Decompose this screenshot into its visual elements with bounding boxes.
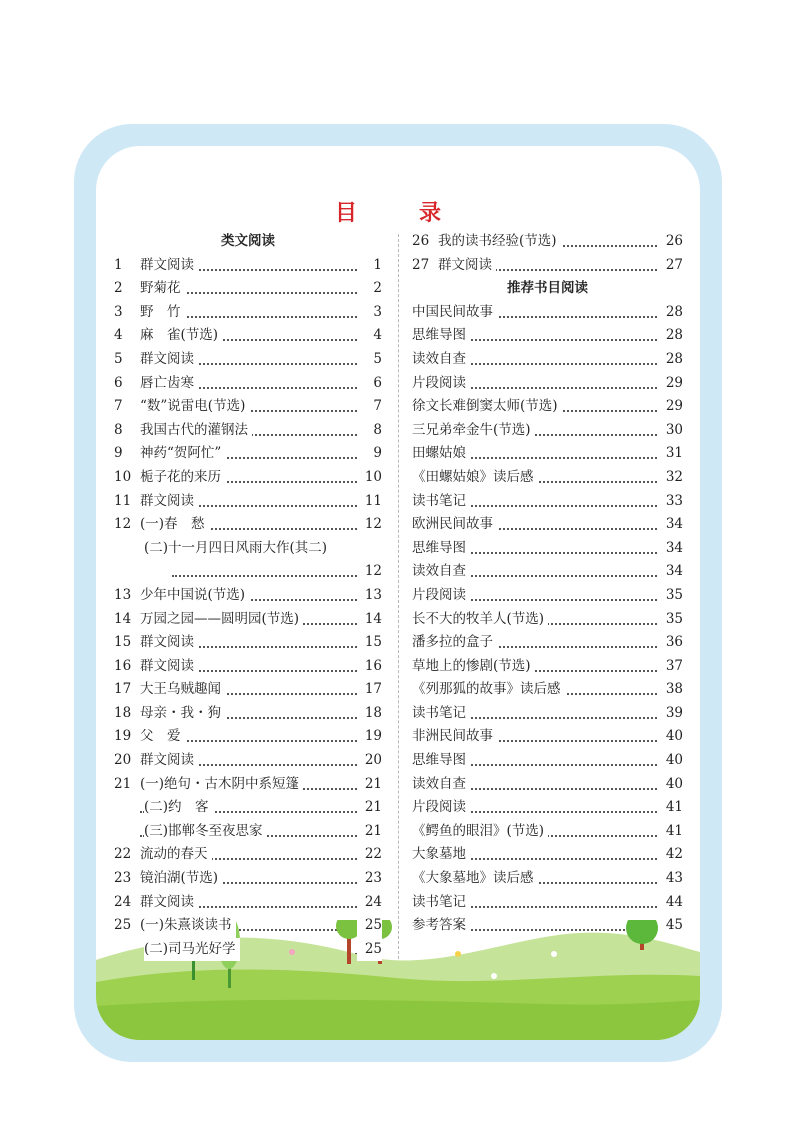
page-number: 39 — [658, 702, 683, 726]
page-number: 8 — [357, 419, 382, 443]
entry-title: 思维导图 — [412, 537, 470, 561]
entry-number: 7 — [114, 398, 123, 415]
entry-title: 《大象墓地》读后感 — [412, 867, 538, 891]
page-number: 28 — [658, 324, 683, 348]
page-number: 23 — [357, 867, 382, 891]
entry-title: 群文阅读 — [438, 254, 496, 278]
entry-title: 群文阅读 — [140, 655, 198, 679]
entry-title: 片段阅读 — [412, 796, 470, 820]
entry-title: 流动的春天 — [140, 843, 212, 867]
entry-number: 6 — [114, 374, 123, 391]
entry-title: 唇亡齿寒 — [140, 372, 198, 396]
page-number: 17 — [357, 678, 382, 702]
entry-number: 17 — [114, 681, 132, 698]
page-number: 37 — [658, 655, 683, 679]
entry-title: 万园之园——圆明园(节选) — [140, 608, 303, 632]
entry-title: 群文阅读 — [140, 631, 198, 655]
toc-entry — [114, 843, 382, 867]
dot-leader — [172, 575, 360, 577]
page-number: 29 — [658, 372, 683, 396]
toc-entry — [114, 608, 382, 632]
page-number: 21 — [357, 796, 382, 820]
page-number: 34 — [658, 537, 683, 561]
toc-entry — [412, 678, 683, 702]
section-heading: 推荐书目阅读 — [507, 280, 588, 297]
page-number: 25 — [357, 938, 382, 962]
entry-number: 19 — [114, 728, 132, 745]
entry-title: 麻 雀(节选) — [140, 324, 222, 348]
page-number: 34 — [658, 560, 683, 584]
page-number: 28 — [658, 301, 683, 325]
toc-entry — [412, 702, 683, 726]
entry-title: 群文阅读 — [140, 749, 198, 773]
entry-number: 9 — [114, 445, 123, 462]
entry-title: 中国民间故事 — [412, 301, 497, 325]
entry-title: 母亲・我・狗 — [140, 702, 225, 726]
page-number: 24 — [357, 891, 382, 915]
entry-number: 22 — [114, 846, 132, 863]
toc-entry — [114, 277, 382, 301]
entry-title: 读效自查 — [412, 560, 470, 584]
toc-entry — [114, 254, 382, 278]
page-number: 28 — [658, 348, 683, 372]
page-number: 45 — [658, 914, 683, 938]
toc-entry — [412, 301, 683, 325]
toc-entry — [114, 631, 382, 655]
toc-entry — [412, 372, 683, 396]
toc-entry — [412, 655, 683, 679]
page-number: 5 — [357, 348, 382, 372]
toc-entry — [114, 796, 382, 820]
page-number: 12 — [357, 513, 382, 537]
page-number: 20 — [357, 749, 382, 773]
toc-entry — [412, 395, 683, 419]
toc-entry — [412, 796, 683, 820]
toc-entry — [114, 678, 382, 702]
entry-number: 15 — [114, 634, 132, 651]
page-number: 19 — [357, 725, 382, 749]
page-number: 41 — [658, 796, 683, 820]
toc-entry — [114, 301, 382, 325]
entry-title: 大王乌贼趣闻 — [140, 678, 225, 702]
toc-entry — [114, 584, 382, 608]
page-number: 13 — [357, 584, 382, 608]
page-number: 44 — [658, 891, 683, 915]
page-number: 10 — [357, 466, 382, 490]
entry-title: 群文阅读 — [140, 891, 198, 915]
entry-title: 草地上的惨剧(节选) — [412, 655, 535, 679]
toc-entry — [412, 725, 683, 749]
entry-title: 欧洲民间故事 — [412, 513, 497, 537]
flower-icon — [551, 951, 557, 957]
toc-entry — [114, 725, 382, 749]
entry-title: 我国古代的灌钢法 — [140, 419, 252, 443]
page-number: 21 — [357, 773, 382, 797]
entry-title: 野 竹 — [140, 301, 185, 325]
toc-entry — [412, 513, 683, 537]
toc-right-column — [412, 230, 683, 938]
entry-title: 读效自查 — [412, 773, 470, 797]
entry-title: 读书笔记 — [412, 702, 470, 726]
entry-number: 3 — [114, 303, 123, 320]
entry-number: 14 — [114, 610, 132, 627]
entry-title: 群文阅读 — [140, 348, 198, 372]
toc-entry — [114, 749, 382, 773]
toc-entry — [412, 537, 683, 561]
entry-number: 13 — [114, 586, 132, 603]
flower-icon — [491, 973, 497, 979]
page-number: 12 — [357, 560, 382, 584]
entry-title: 群文阅读 — [140, 254, 198, 278]
entry-number: 18 — [114, 704, 132, 721]
toc-entry — [412, 843, 683, 867]
entry-title: 思维导图 — [412, 749, 470, 773]
toc-entry — [412, 631, 683, 655]
page-number: 29 — [658, 395, 683, 419]
page-number: 11 — [357, 490, 382, 514]
page-number: 38 — [658, 678, 683, 702]
section-heading: 类文阅读 — [221, 233, 275, 249]
entry-title: 田螺姑娘 — [412, 442, 470, 466]
toc-entry — [114, 891, 382, 915]
page-number: 7 — [357, 395, 382, 419]
entry-number: 1 — [114, 256, 123, 273]
toc-entry — [114, 395, 382, 419]
toc-entry — [412, 584, 683, 608]
page-number: 40 — [658, 773, 683, 797]
entry-title: (二)约 客 — [144, 796, 213, 820]
toc-entry — [412, 608, 683, 632]
entry-title: 镜泊湖(节选) — [140, 867, 222, 891]
page-number: 3 — [357, 301, 382, 325]
toc-left-column — [114, 230, 382, 961]
page-number: 6 — [357, 372, 382, 396]
page-number: 40 — [658, 749, 683, 773]
page-number: 40 — [658, 725, 683, 749]
entry-title: (三)邯郸冬至夜思家 — [144, 820, 267, 844]
toc-entry — [412, 348, 683, 372]
page-number: 31 — [658, 442, 683, 466]
page-number: 26 — [658, 230, 683, 254]
page-number: 16 — [357, 655, 382, 679]
entry-number: 23 — [114, 870, 132, 887]
toc-entry — [114, 560, 382, 584]
toc-entry — [114, 466, 382, 490]
page-number: 14 — [357, 608, 382, 632]
entry-number: 12 — [114, 516, 132, 533]
entry-title: 野菊花 — [140, 277, 185, 301]
entry-number: 25 — [114, 917, 132, 934]
toc-entry — [114, 348, 382, 372]
entry-title: (二)十一月四日风雨大作(其二) — [144, 537, 331, 561]
toc-panel — [96, 146, 700, 1040]
toc-entry — [412, 419, 683, 443]
entry-title: 《田螺姑娘》读后感 — [412, 466, 538, 490]
flower-icon — [289, 949, 295, 955]
toc-entry — [114, 324, 382, 348]
toc-entry — [412, 867, 683, 891]
toc-entry — [114, 655, 382, 679]
entry-title: 潘多拉的盒子 — [412, 631, 497, 655]
page-number: 33 — [658, 490, 683, 514]
page-number: 22 — [357, 843, 382, 867]
entry-number: 10 — [114, 468, 132, 485]
toc-entry — [114, 867, 382, 891]
entry-title: 读书笔记 — [412, 891, 470, 915]
entry-number: 16 — [114, 657, 132, 674]
entry-title: 思维导图 — [412, 324, 470, 348]
entry-title: 参考答案 — [412, 914, 470, 938]
entry-title: 徐文长难倒窦太师(节选) — [412, 395, 562, 419]
entry-title: (二)司马光好学 — [144, 938, 240, 962]
entry-number: 26 — [412, 233, 430, 249]
entry-title: 大象墓地 — [412, 843, 470, 867]
page-number: 36 — [658, 631, 683, 655]
page-number: 35 — [658, 584, 683, 608]
entry-number: 2 — [114, 280, 123, 297]
page-frame — [74, 124, 722, 1062]
page-number: 42 — [658, 843, 683, 867]
page-number: 15 — [357, 631, 382, 655]
page-number: 1 — [357, 254, 382, 278]
page-number: 30 — [658, 419, 683, 443]
entry-number: 8 — [114, 421, 123, 438]
page-number: 9 — [357, 442, 382, 466]
entry-number: 5 — [114, 350, 123, 367]
entry-title: 《鳄鱼的眼泪》(节选) — [412, 820, 548, 844]
toc-entry — [114, 372, 382, 396]
page-number: 32 — [658, 466, 683, 490]
toc-entry — [412, 254, 683, 278]
toc-entry — [412, 230, 683, 254]
page-number: 43 — [658, 867, 683, 891]
entry-title: 读效自查 — [412, 348, 470, 372]
entry-number: 21 — [114, 775, 132, 792]
entry-number: 27 — [412, 256, 430, 273]
toc-entry — [412, 773, 683, 797]
toc-entry — [412, 891, 683, 915]
entry-title: 栀子花的来历 — [140, 466, 225, 490]
toc-entry — [412, 560, 683, 584]
toc-entry — [412, 466, 683, 490]
page-number: 34 — [658, 513, 683, 537]
entry-title: 群文阅读 — [140, 490, 198, 514]
entry-title: 片段阅读 — [412, 372, 470, 396]
entry-title: 《列那狐的故事》读后感 — [412, 678, 565, 702]
toc-entry — [114, 442, 382, 466]
column-divider — [398, 234, 399, 974]
page-number: 4 — [357, 324, 382, 348]
toc-entry — [114, 513, 382, 537]
toc-entry — [114, 773, 382, 797]
entry-number: 4 — [114, 327, 123, 344]
entry-number: 20 — [114, 752, 132, 769]
toc-entry — [412, 820, 683, 844]
entry-title: 三兄弟牵金牛(节选) — [412, 419, 535, 443]
entry-title: 我的读书经验(节选) — [438, 230, 561, 254]
toc-entry — [114, 537, 382, 561]
entry-title: 非洲民间故事 — [412, 725, 497, 749]
entry-title: 长不大的牧羊人(节选) — [412, 608, 548, 632]
entry-title: 片段阅读 — [412, 584, 470, 608]
page-number: 35 — [658, 608, 683, 632]
entry-title: 少年中国说(节选) — [140, 584, 249, 608]
toc-entry — [412, 749, 683, 773]
toc-entry — [412, 442, 683, 466]
flower-icon — [455, 951, 461, 957]
page-number: 25 — [357, 914, 382, 938]
page-number: 18 — [357, 702, 382, 726]
entry-title: (一)朱熹谈读书 — [140, 914, 236, 938]
toc-entry — [114, 419, 382, 443]
toc-entry — [114, 702, 382, 726]
entry-title: 神药“贺阿忙” — [140, 442, 225, 466]
toc-entry — [412, 490, 683, 514]
page-number: 21 — [357, 820, 382, 844]
page-number: 41 — [658, 820, 683, 844]
page-title: 目 录 — [334, 200, 461, 226]
entry-number: 24 — [114, 893, 132, 910]
entry-title: 读书笔记 — [412, 490, 470, 514]
entry-title: (一)绝句・古木阴中系短篷 — [140, 773, 303, 797]
toc-entry — [114, 490, 382, 514]
toc-entry — [412, 324, 683, 348]
toc-entry — [114, 820, 382, 844]
entry-title: 父 爱 — [140, 725, 185, 749]
page-number: 27 — [658, 254, 683, 278]
entry-title: “数”说雷电(节选) — [140, 395, 249, 419]
entry-title: (一)春 愁 — [140, 513, 209, 537]
page-number: 2 — [357, 277, 382, 301]
entry-number: 11 — [114, 492, 132, 509]
